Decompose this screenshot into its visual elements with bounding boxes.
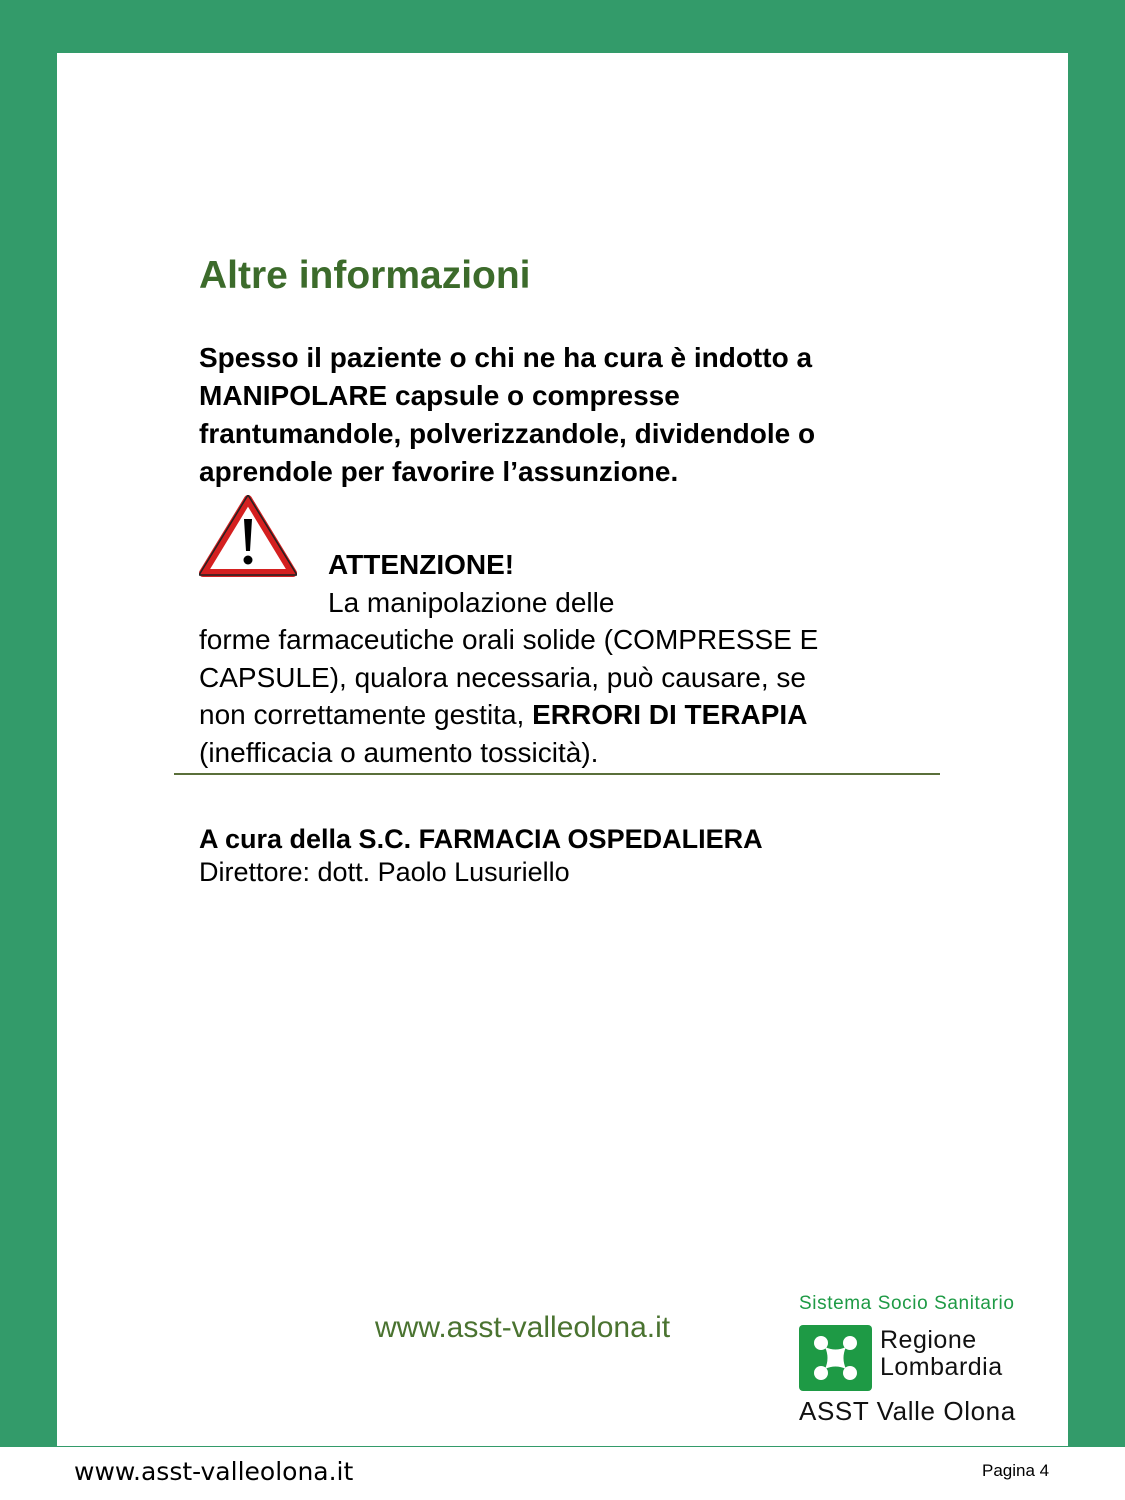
warning-emphasis: ERRORI DI TERAPIA <box>532 699 808 730</box>
intro-paragraph <box>199 339 919 491</box>
logo-region-line: Lombardia <box>880 1353 1003 1381</box>
logo-region-line: Regione <box>880 1326 977 1354</box>
page-heading: Altre informazioni <box>199 254 531 297</box>
warning-line: non correttamente gestita, <box>199 699 533 730</box>
footer-website[interactable]: www.asst-valleolona.it <box>74 1457 354 1486</box>
warning-line: forme farmaceutiche orali solide (COMPRESSE E <box>199 624 819 655</box>
intro-line: Spesso il paziente o chi ne ha cura è indotto a <box>199 342 813 373</box>
warning-line: CAPSULE), qualora necessaria, può causare, se <box>199 661 806 693</box>
warning-line: (inefficacia o aumento tossicità). <box>199 736 599 768</box>
warning-line: La manipolazione delle <box>328 586 615 618</box>
intro-line: MANIPOLARE capsule o compresse <box>199 380 680 411</box>
credit-block <box>199 823 763 889</box>
intro-line: frantumandole, polverizzandole, dividendole o <box>199 418 816 449</box>
logo-asst-name: ASST Valle Olona <box>799 1396 1016 1426</box>
department-name: A cura della S.C. FARMACIA OSPEDALIERA <box>199 824 763 854</box>
warning-title: ATTENZIONE! <box>328 549 515 580</box>
regione-lombardia-rose-icon <box>799 1325 872 1391</box>
page-number: Pagina 4 <box>982 1461 1050 1480</box>
logo-system-label: Sistema Socio Sanitario <box>799 1293 1015 1314</box>
logo-region-name <box>880 1327 1003 1381</box>
section-divider <box>174 773 940 775</box>
warning-paragraph <box>199 546 919 771</box>
website-link[interactable]: www.asst-valleolona.it <box>375 1311 671 1344</box>
director-name: Direttore: dott. Paolo Lusuriello <box>199 857 570 887</box>
intro-line: aprendole per favorire l’assunzione. <box>199 456 679 487</box>
